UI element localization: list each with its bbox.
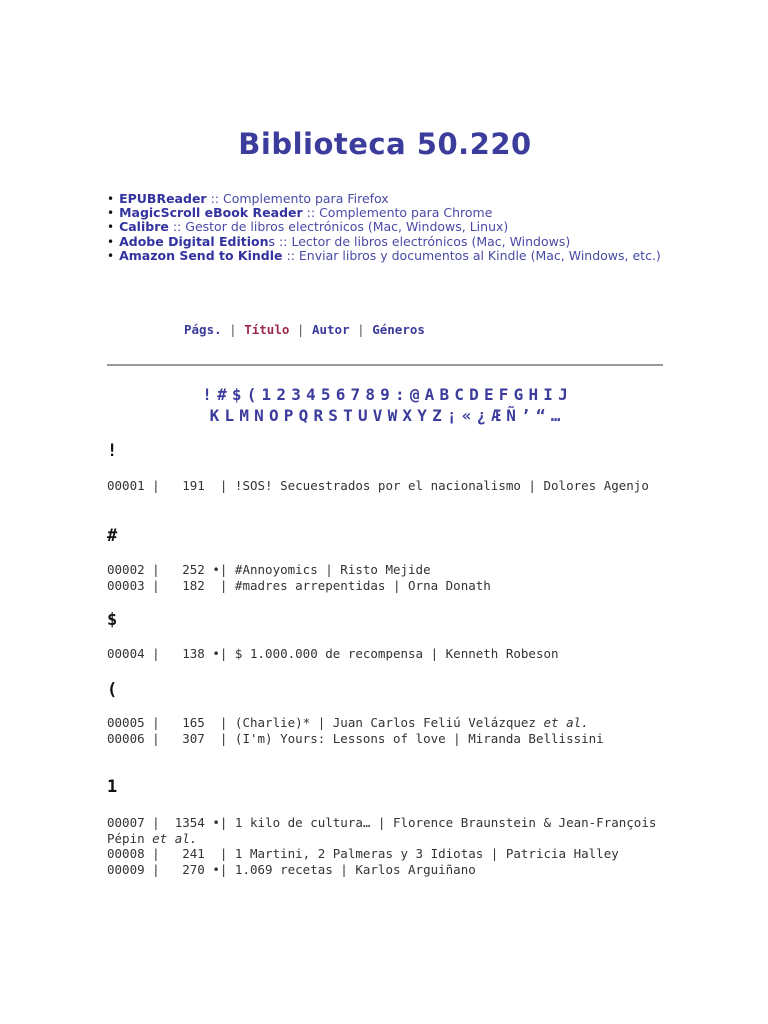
section-heading: !: [107, 441, 118, 461]
alphabet-link[interactable]: #: [217, 385, 227, 404]
alphabet-link[interactable]: O: [268, 406, 279, 425]
book-entry-etal: et al.: [543, 715, 589, 730]
book-entry-text: 00002 | 252 •| #Annoyomics | Risto Mejide: [107, 562, 431, 577]
entry-list: [107, 715, 663, 746]
alphabet-index: [107, 384, 663, 426]
alphabet-link[interactable]: E: [483, 385, 494, 404]
alphabet-link[interactable]: 1: [261, 385, 272, 404]
book-entry[interactable]: [107, 578, 663, 594]
alphabet-link[interactable]: D: [469, 385, 479, 404]
alphabet-link[interactable]: M: [239, 406, 249, 425]
bullet-icon: •: [107, 192, 115, 206]
alphabet-link[interactable]: ¡: [446, 406, 457, 425]
alphabet-link[interactable]: Y: [417, 406, 427, 425]
reader-link-epubreader[interactable]: EPUBReader: [119, 191, 207, 206]
entry-list: [107, 815, 663, 877]
book-entry-text: 00009 | 270 •| 1.069 recetas | Karlos Arguiñano: [107, 861, 476, 877]
reader-desc: Lector de libros electrónicos (Mac, Windows): [291, 233, 571, 249]
book-entry[interactable]: [107, 731, 663, 747]
reader-item: • Amazon Send to Kindle :: Enviar libros y documentos al Kindle (Mac, Windows, etc.): [107, 247, 661, 263]
reader-link-magicscroll[interactable]: MagicScroll eBook Reader: [119, 205, 303, 221]
bullet-icon: •: [107, 206, 115, 221]
book-entry[interactable]: [107, 862, 663, 878]
nav-autor[interactable]: Autor: [311, 322, 350, 337]
reader-desc: Gestor de libros electrónicos (Mac, Windows, Linux): [185, 219, 509, 235]
alphabet-link[interactable]: Ñ: [506, 406, 516, 425]
alphabet-link[interactable]: I: [543, 385, 553, 404]
alphabet-link[interactable]: B: [439, 385, 450, 404]
alphabet-link[interactable]: W: [387, 406, 398, 425]
alphabet-link[interactable]: R: [313, 406, 324, 425]
alphabet-link[interactable]: (: [246, 385, 257, 404]
book-entry[interactable]: [107, 846, 663, 862]
alphabet-link[interactable]: X: [402, 406, 413, 425]
alphabet-link[interactable]: 9: [380, 385, 390, 404]
book-entry[interactable]: [107, 646, 663, 662]
alphabet-link[interactable]: ¿: [476, 406, 487, 425]
alphabet-link[interactable]: !: [202, 385, 212, 404]
divider: [107, 364, 663, 366]
alphabet-row: [107, 405, 663, 426]
alphabet-link[interactable]: Q: [298, 406, 309, 425]
alphabet-link[interactable]: K: [209, 406, 220, 425]
alphabet-link[interactable]: 4: [306, 385, 316, 404]
alphabet-link[interactable]: P: [283, 406, 294, 425]
alphabet-link[interactable]: N: [254, 406, 264, 425]
alphabet-link[interactable]: ’: [521, 406, 531, 425]
alphabet-link[interactable]: 2: [276, 385, 287, 404]
book-entry-text: 00003 | 182 | #madres arrepentidas | Orna Donath: [107, 577, 491, 593]
alphabet-link[interactable]: J: [558, 385, 568, 404]
page-title: Biblioteca 50.220: [238, 127, 532, 161]
entry-list: [107, 562, 663, 593]
nav-titulo[interactable]: Título: [244, 322, 290, 337]
reader-link-adobe[interactable]: Adobe Digital Edition: [119, 233, 269, 249]
alphabet-link[interactable]: T: [343, 406, 353, 425]
book-entry-etal: et al.: [152, 830, 198, 846]
reader-link-calibre[interactable]: Calibre: [119, 219, 169, 235]
alphabet-row: [107, 384, 663, 405]
alphabet-link[interactable]: 8: [365, 385, 375, 404]
reader-list: [107, 192, 663, 263]
book-entry-text: 00006 | 307 | (I'm) Yours: Lessons of love | Miranda Bellissini: [107, 730, 604, 746]
book-entry[interactable]: [107, 562, 663, 578]
alphabet-link[interactable]: V: [372, 406, 383, 425]
alphabet-link[interactable]: Z: [432, 406, 442, 425]
reader-desc: Complemento para Chrome: [319, 205, 493, 221]
alphabet-link[interactable]: C: [454, 385, 464, 404]
alphabet-link[interactable]: «: [461, 406, 472, 425]
alphabet-link[interactable]: 5: [320, 385, 331, 404]
book-entry[interactable]: [107, 715, 663, 731]
alphabet-link[interactable]: “: [535, 406, 546, 425]
entry-list: [107, 646, 663, 662]
alphabet-link[interactable]: A: [424, 385, 435, 404]
entry-list: [107, 478, 663, 494]
alphabet-link[interactable]: 7: [350, 385, 361, 404]
alphabet-link[interactable]: G: [513, 385, 524, 404]
alphabet-link[interactable]: @: [409, 385, 420, 404]
reader-item: • Calibre :: Gestor de libros electrónicos (Mac, Windows, Linux): [107, 219, 509, 235]
nav-generos[interactable]: Géneros: [372, 322, 425, 337]
reader-desc: Complemento para Firefox: [223, 191, 389, 206]
alphabet-link[interactable]: S: [328, 406, 338, 425]
section-heading: #: [107, 526, 118, 546]
section-heading: (: [107, 680, 118, 700]
reader-link-kindle[interactable]: Amazon Send to Kindle: [119, 247, 283, 263]
bullet-icon: •: [107, 234, 115, 249]
alphabet-link[interactable]: F: [498, 385, 509, 404]
bullet-icon: •: [107, 248, 115, 263]
reader-item: • EPUBReader :: Complemento para Firefox: [107, 191, 389, 206]
nav-pags[interactable]: Págs.: [184, 322, 222, 337]
reader-item: • MagicScroll eBook Reader :: Complemento para Chrome: [107, 205, 493, 221]
alphabet-link[interactable]: H: [528, 385, 539, 404]
sort-nav: Págs. | Título | Autor | Géneros: [184, 322, 425, 337]
book-entry[interactable]: [107, 815, 663, 846]
section-heading: $: [107, 610, 118, 630]
reader-desc: Enviar libros y documentos al Kindle (Mac, Windows, etc.): [298, 247, 661, 263]
book-entry-text: 00004 | 138 •| $ 1.000.000 de recompensa | Kenneth Robeson: [107, 646, 559, 661]
alphabet-link[interactable]: 6: [335, 385, 346, 404]
alphabet-link[interactable]: $: [231, 385, 242, 404]
alphabet-link[interactable]: 3: [291, 385, 301, 404]
book-entry-text: 00007 | 1354 •| 1 kilo de cultura… | Florence Braunstein & Jean-François Pépin: [107, 815, 664, 846]
book-entry-text: 00008 | 241 | 1 Martini, 2 Palmeras y 3 Idiotas | Patricia Halley: [107, 846, 619, 862]
book-entry-text: 00001 | 191 | !SOS! Secuestrados por el nacionalismo | Dolores Agenjo: [107, 478, 649, 493]
bullet-icon: •: [107, 220, 115, 235]
book-entry-text: 00005 | 165 | (Charlie)* | Juan Carlos Feliú Velázquez: [107, 715, 544, 730]
alphabet-link[interactable]: U: [357, 406, 368, 425]
alphabet-link[interactable]: L: [224, 406, 235, 425]
alphabet-link[interactable]: :: [395, 385, 405, 404]
alphabet-link[interactable]: …: [550, 406, 561, 425]
section-heading: 1: [107, 777, 118, 797]
alphabet-link[interactable]: Æ: [491, 406, 502, 425]
book-entry[interactable]: [107, 478, 663, 494]
reader-item: • Adobe Digital Editions :: Lector de libros electrónicos (Mac, Windows): [107, 233, 571, 249]
